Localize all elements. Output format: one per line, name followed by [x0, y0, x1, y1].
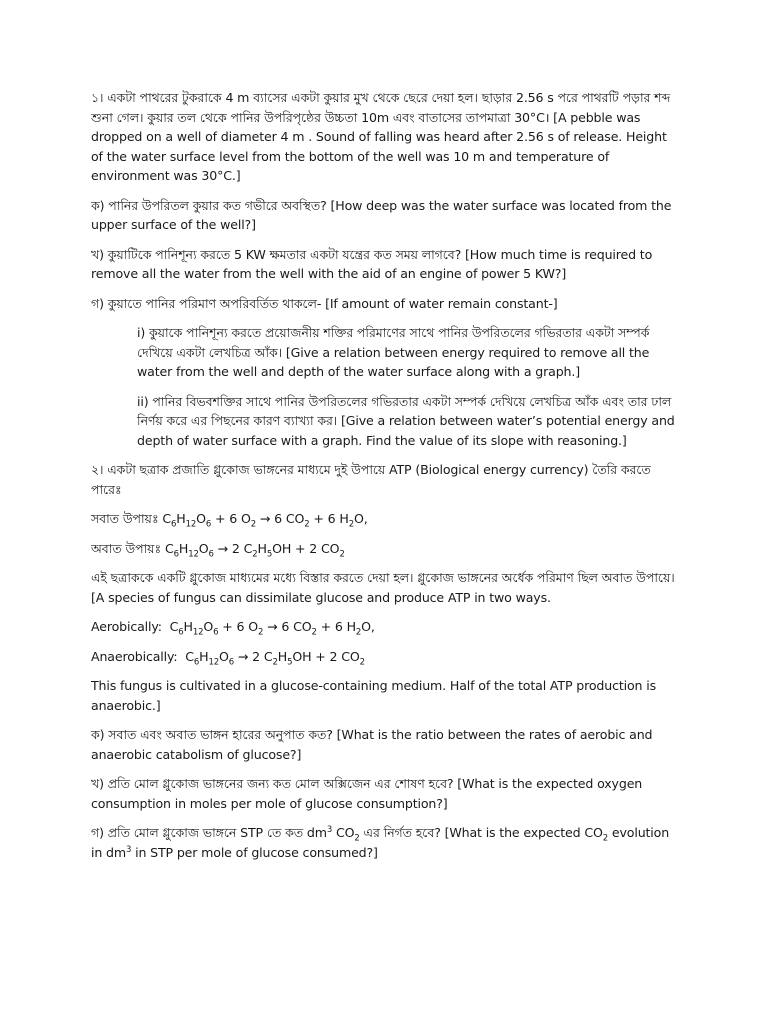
q2-aerobic-equation-bn: সবাত উপায়ঃ $C_6H_{12}O_6 + 6$ $O_2 \to 6$ $CO_2 + 6$ $H_2O$,	[91, 511, 368, 530]
q1-part-c-i: i) কুয়াকে পানিশূন্য করতে প্রয়োজনীয় শক্তির পরিমাণের সাথে পানির উপরিতলের গভিরতার একটা সম্পর্ক দেখিয়ে একটা লেখচিত্র আঁক। [Give a relation between energy required to remove all the water from the well and depth of the water surface along with a graph.]	[137, 325, 650, 379]
q2-part-c-text-1: গ) প্রতি মোল গ্লুকোজ ভাঙ্গনে STP তে কত dm	[91, 825, 327, 840]
q2-part-c-text-4: evolution in dm	[91, 825, 670, 860]
q2-part-c-text-3: এর নির্গত হবে? [What is the expected CO	[359, 825, 603, 840]
q2-body-en: This fungus is cultivated in a glucose-containing medium. Half of the total ATP production is anaerobic.]	[91, 678, 656, 713]
q2-aerobic-equation-en: Aerobically: $C_6H_{12}O_6 + 6$ $O_2 \to 6$ $CO_2 + 6$ $H_2O$,	[91, 619, 375, 638]
q1-part-c-ii: ii) পানির বিভবশক্তির সাথে পানির উপরিতলের গভিরতার একটা সম্পর্ক দেখিয়ে লেখচিত্র আঁক এবং তার ঢাল নির্ণয় করে এর পিছনের কারণ ব্যাখ্যা কর। [Give a relation between water’s potential energy and depth of water surface with a graph. Find the value of its slope with reasoning.]	[137, 393, 675, 448]
q2-anaerobic-equation-en: Anaerobically: $C_6H_{12}O_6 \to 2$ $C_2H_5OH + 2$ $CO_2$	[91, 648, 365, 668]
q1-part-b: খ) কুয়াটিকে পানিশূন্য করতে 5 KW ক্ষমতার একটা যন্ত্রের কত সময় লাগবে? [How much time is required to remove all the water from the well with the aid of an engine of power 5 KW?]	[91, 246, 653, 281]
q2-part-c-text-5: in STP per mole of glucose consumed?]	[131, 844, 378, 860]
equation-label: Anaerobically:	[91, 648, 178, 664]
equation-label: Aerobically:	[91, 619, 162, 634]
q2-part-c-text-2: CO	[332, 825, 355, 840]
q2-intro: ২। একটা ছত্রাক প্রজাতি গ্লুকোজ ভাঙ্গনের মাধ্যমে দুই উপায়ে ATP (Biological energy currency) তৈরি করতে পারেঃ	[91, 462, 651, 497]
q1-intro: ১। একটা পাথরের টুকরাকে 4 m ব্যাসের একটা কুয়ার মুখ থেকে ছেরে দেয়া হল। ছাড়ার 2.56 s পরে পাথরটি পড়ার শব্দ শুনা গেল। কুয়ার তল থেকে পানির উপরিপৃষ্ঠের উচ্চতা 10m এবং বাতাসের তাপমাত্রা 30°C। [A pebble was dropped on a well of diameter 4 m . Sound of falling was heard after 2.56 s of release. Height of the water surface level from the bottom of the well was 10 m and temperature of environment was 30°C.]	[91, 90, 671, 183]
q1-part-c: গ) কুয়াতে পানির পরিমাণ অপরিবর্তিত থাকলে- [If amount of water remain constant-]	[91, 295, 558, 311]
q2-part-a: ক) সবাত এবং অবাত ভাঙ্গন হারের অনুপাত কত? [What is the ratio between the rates of aerobic and anaerobic catabolism of glucose?]	[91, 727, 653, 762]
q1-part-a: ক) পানির উপরিতল কুয়ার কত গভীরে অবস্থিত? [How deep was the water surface was located from the upper surface of the well?]	[91, 197, 672, 232]
equation-label: সবাত উপায়ঃ	[91, 511, 159, 526]
equation-label: অবাত উপায়ঃ	[91, 540, 162, 556]
q2-part-b: খ) প্রতি মোল গ্লুকোজ ভাঙ্গনের জন্য কত মোল অক্সিজেন এর শোষণ হবে? [What is the expected oxygen consumption in moles per mole of glucose consumption?]	[91, 776, 643, 811]
q2-anaerobic-equation-bn: অবাত উপায়ঃ $C_6H_{12}O_6 \to 2$ $C_2H_5OH + 2$ $CO_2$	[91, 540, 345, 560]
q2-body-bn: এই ছত্রাককে একটি গ্লুকোজ মাধ্যমের মধ্যে বিস্তার করতে দেয়া হল। গ্লুকোজ ভাঙ্গনের অর্ধেক পরিমাণ ছিল অবাত উপায়ে। [A species of fungus can dissimilate glucose and produce ATP in two ways.	[91, 570, 675, 605]
q2-part-c: গ) প্রতি মোল গ্লুকোজ ভাঙ্গনে STP তে কত $dm^3$ $CO_2$ এর নির্গত হবে? [What is the expected $CO_2$ evolution in $dm^3$ in STP per mole of glucose consumed?]	[91, 824, 670, 860]
